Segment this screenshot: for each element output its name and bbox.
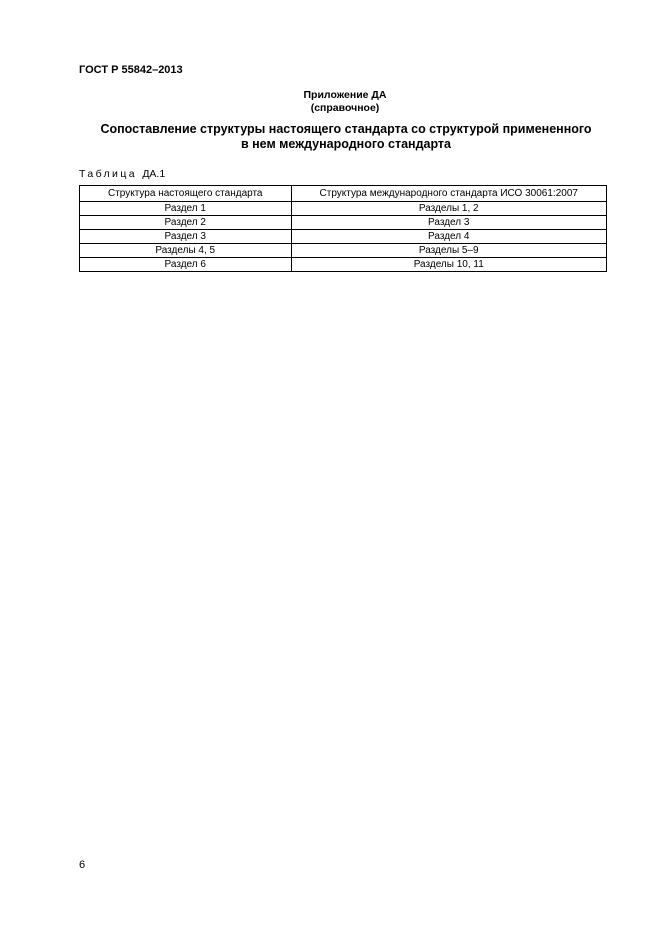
appendix-subtitle: (справочное): [310, 102, 380, 114]
page-number: 6: [79, 859, 86, 871]
cell-international: Раздел 4: [291, 230, 607, 244]
table-row: [80, 244, 607, 258]
table-caption: [79, 168, 165, 181]
table-caption-number: ДА.1: [142, 168, 166, 180]
section-title: [60, 122, 632, 152]
cell-national: Разделы 4, 5: [80, 244, 292, 258]
section-title-line-1: Сопоставление структуры настоящего стандарта со структурой примененного: [100, 122, 592, 136]
comparison-table: [79, 185, 607, 272]
appendix-title: Приложение ДА: [303, 89, 387, 101]
table-row: [80, 230, 607, 244]
document-header: ГОСТ Р 55842–2013: [79, 64, 183, 76]
cell-international: Разделы 10, 11: [291, 258, 607, 272]
table-caption-word: Таблица: [79, 168, 137, 180]
table-row: [80, 258, 607, 272]
header-national-structure: Структура настоящего стандарта: [80, 186, 292, 202]
table-row: [80, 216, 607, 230]
cell-international: Раздел 3: [291, 216, 607, 230]
cell-national: Раздел 6: [80, 258, 292, 272]
cell-national: Раздел 2: [80, 216, 292, 230]
header-international-structure: Структура международного стандарта ИСО 30061:2007: [291, 186, 607, 202]
cell-national: Раздел 3: [80, 230, 292, 244]
table-header-row: [80, 186, 607, 202]
cell-national: Раздел 1: [80, 202, 292, 216]
table-row: [80, 202, 607, 216]
section-title-line-2: в нем международного стандарта: [240, 137, 452, 151]
cell-international: Разделы 5–9: [291, 244, 607, 258]
cell-international: Разделы 1, 2: [291, 202, 607, 216]
